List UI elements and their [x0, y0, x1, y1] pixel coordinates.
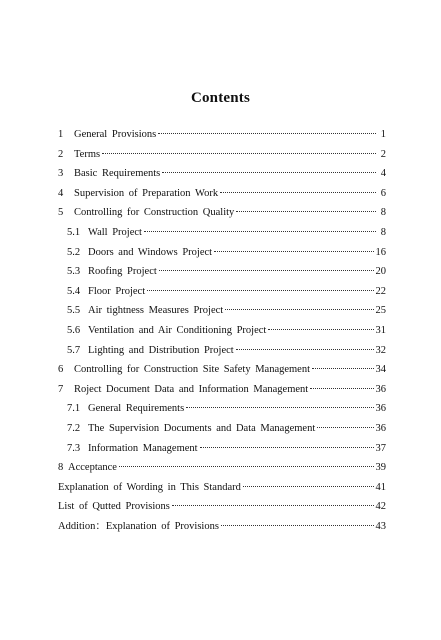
toc-number: 6 [58, 364, 64, 376]
toc-subentry[interactable] [58, 399, 386, 419]
table-of-contents [58, 125, 386, 536]
dot-leader [236, 349, 374, 350]
toc-label: Roofing Project [88, 266, 157, 278]
page-title: Contents [190, 90, 251, 106]
toc-label: Floor Project [88, 285, 146, 297]
toc-page-number: 42 [375, 501, 386, 513]
dot-leader [158, 133, 376, 134]
toc-label: Explanation of Wording in This Standard [58, 481, 241, 493]
toc-label: Ventilation and Air Conditioning Project [88, 324, 267, 336]
dot-leader [147, 290, 373, 291]
toc-subentry[interactable] [58, 223, 386, 243]
toc-page-number: 4 [380, 168, 386, 180]
toc-label: Controlling for Construction Site Safety Management [74, 364, 311, 376]
toc-entry[interactable] [58, 380, 386, 400]
toc-number: 5.5 [67, 305, 81, 317]
toc-entry[interactable] [58, 458, 386, 478]
dot-leader [312, 368, 373, 369]
toc-label: Terms [74, 148, 101, 160]
toc-label: The Supervision Documents and Data Management [88, 422, 316, 434]
dot-leader [162, 172, 376, 173]
toc-label: List of Qutted Provisions [58, 501, 170, 513]
toc-subentry[interactable] [58, 439, 386, 459]
toc-page-number: 2 [380, 148, 386, 160]
toc-page-number: 36 [375, 403, 386, 415]
dot-leader [172, 505, 374, 506]
toc-subentry[interactable] [58, 243, 386, 263]
toc-number: 5.4 [67, 285, 81, 297]
toc-number: 3 [58, 168, 64, 180]
toc-number: 5.7 [67, 344, 81, 356]
toc-label: Addition：Explanation of Provisions [58, 520, 219, 532]
toc-page-number: 43 [375, 520, 386, 532]
toc-page-number: 31 [375, 324, 386, 336]
toc-page-number: 22 [375, 285, 386, 297]
toc-number: 8 [58, 462, 64, 474]
toc-entry[interactable] [58, 360, 386, 380]
toc-number: 1 [58, 129, 64, 140]
dot-leader [221, 525, 374, 526]
dot-leader [268, 329, 373, 330]
toc-page-number: 25 [375, 305, 386, 317]
toc-number: 5.2 [67, 246, 81, 258]
toc-label: Wall Project [88, 226, 142, 238]
toc-page-number: 32 [375, 344, 386, 356]
toc-number: 5.6 [67, 324, 81, 336]
toc-number: 7.1 [67, 403, 81, 415]
toc-label: Doors and Windows Project [88, 246, 213, 258]
toc-subentry[interactable] [58, 262, 386, 282]
toc-page-number: 36 [375, 383, 386, 395]
toc-entry[interactable] [58, 203, 386, 223]
toc-number: 5.1 [67, 226, 81, 238]
toc-label: Air tightness Measures Project [88, 305, 224, 317]
toc-entry[interactable] [58, 497, 386, 517]
toc-label: Lighting and Distribution Project [88, 344, 234, 356]
toc-label: Acceptance [68, 462, 117, 474]
dot-leader [220, 192, 376, 193]
toc-page-number: 39 [375, 462, 386, 474]
dot-leader [119, 466, 374, 467]
toc-entry[interactable] [58, 478, 386, 498]
toc-number: 7.3 [67, 442, 81, 454]
toc-page-number: 37 [375, 442, 386, 454]
toc-entry[interactable] [58, 184, 386, 204]
toc-entry[interactable] [58, 145, 386, 165]
toc-number: 5.3 [67, 266, 81, 278]
dot-leader [159, 270, 374, 271]
toc-page-number: 16 [375, 246, 386, 258]
toc-subentry[interactable] [58, 419, 386, 439]
toc-number: 4 [58, 187, 64, 199]
dot-leader [243, 486, 374, 487]
toc-entry[interactable] [58, 125, 386, 145]
toc-page-number: 34 [375, 364, 386, 376]
toc-label: Controlling for Construction Quality [74, 207, 235, 219]
toc-number: 7 [58, 383, 64, 395]
toc-label: Information Management [88, 442, 198, 454]
toc-label: General Provisions [74, 129, 157, 140]
dot-leader [310, 388, 373, 389]
toc-entry[interactable] [58, 164, 386, 184]
toc-label: Roject Document Data and Information Management [74, 383, 309, 395]
dot-leader [236, 211, 376, 212]
dot-leader [317, 427, 373, 428]
toc-subentry[interactable] [58, 282, 386, 302]
toc-label: Basic Requirements [74, 168, 161, 180]
toc-subentry[interactable] [58, 321, 386, 341]
toc-label: Supervision of Preparation Work [74, 187, 219, 199]
dot-leader [225, 309, 373, 310]
dot-leader [144, 231, 376, 232]
toc-page-number: 8 [380, 226, 386, 238]
toc-subentry[interactable] [58, 341, 386, 361]
toc-number: 7.2 [67, 422, 81, 434]
toc-page-number: 8 [380, 207, 386, 219]
toc-page-number: 6 [380, 187, 386, 199]
toc-subentry[interactable] [58, 301, 386, 321]
dot-leader [200, 447, 374, 448]
toc-page-number: 36 [375, 422, 386, 434]
toc-label: General Requirements [88, 403, 185, 415]
toc-page-number: 1 [380, 129, 386, 140]
dot-leader [102, 153, 376, 154]
toc-page-number: 20 [375, 266, 386, 278]
toc-page-number: 41 [375, 481, 386, 493]
dot-leader [214, 251, 373, 252]
toc-entry[interactable] [58, 517, 386, 537]
dot-leader [186, 407, 373, 408]
toc-number: 5 [58, 207, 64, 219]
toc-number: 2 [58, 148, 64, 160]
